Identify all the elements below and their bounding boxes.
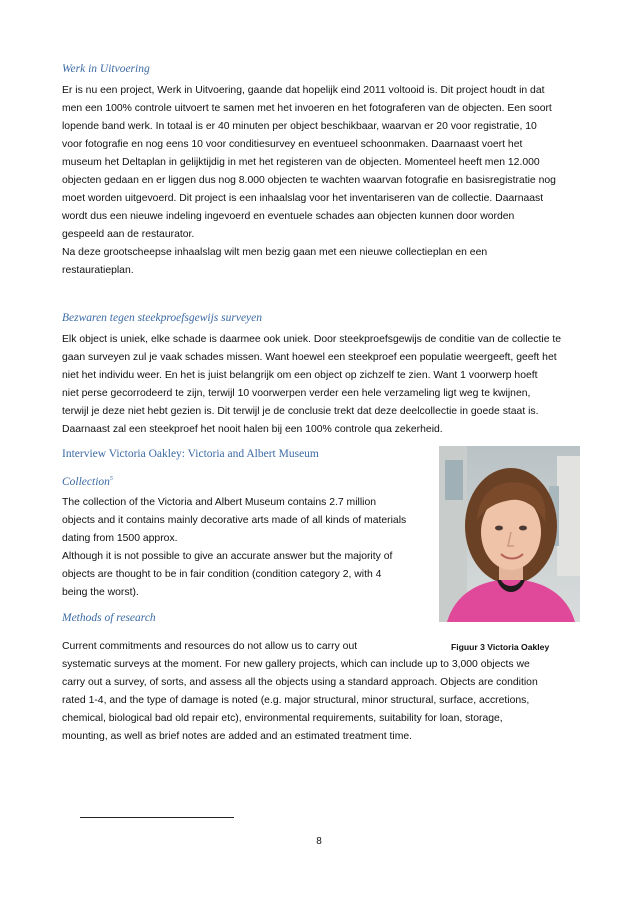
text-line: being the worst). bbox=[62, 587, 139, 598]
text-line: lopende band werk. In totaal is er 40 minuten per object beschikbaar, waarvan er 20 voor registratie, 10 bbox=[62, 121, 537, 132]
heading-werk-in-uitvoering: Werk in Uitvoering bbox=[62, 63, 150, 75]
figure-caption: Figuur 3 Victoria Oakley bbox=[451, 642, 550, 652]
heading-collection-text: Collection bbox=[62, 476, 110, 488]
portrait-illustration bbox=[439, 446, 580, 622]
text-line: carry out a survey, of sorts, and assess all the objects using a standard approach. Objects are condition bbox=[62, 677, 538, 688]
paragraph-methods bbox=[62, 638, 538, 746]
text-line: museum het Deltaplan in gelijktijdig in met het registeren van de objecten. Momenteel heeft men 12.000 bbox=[62, 157, 540, 168]
text-line: voor fotografie en nog eens 10 voor conditiesurvey en eventueel schoonmaken. Daarnaast voert het bbox=[62, 139, 523, 150]
text-line: chemical, biological bad old repair etc), environmental requirements, suitability for loan, storage, bbox=[62, 713, 503, 724]
text-line: restauratieplan. bbox=[62, 265, 134, 276]
text-line: terwijl je deze niet hebt gezien is. Dit terwijl je de conclusie trekt dat deze deelcollectie in goede staat is. bbox=[62, 406, 539, 417]
text-line: mounting, as well as brief notes are added and an estimated treatment time. bbox=[62, 731, 413, 742]
text-line: Er is nu een project, Werk in Uitvoering, gaande dat hopelijk eind 2011 voltooid is. Dit project houdt in dat bbox=[62, 85, 545, 96]
text-line: wordt dus een nieuwe indeling ingevoerd en eventuele schades aan objecten kunnen door worden bbox=[62, 211, 515, 222]
heading-collection bbox=[62, 476, 113, 488]
paragraph-bezwaren bbox=[62, 331, 561, 439]
paragraph-collection bbox=[62, 494, 406, 602]
text-line: rated 1-4, and the type of damage is noted (e.g. major structural, minor structural, surface, accretions, bbox=[62, 695, 530, 706]
heading-methods: Methods of research bbox=[62, 612, 156, 624]
text-line: Current commitments and resources do not allow us to carry out bbox=[62, 641, 358, 652]
footnote-divider bbox=[80, 817, 234, 818]
text-line: The collection of the Victoria and Albert Museum contains 2.7 million bbox=[62, 497, 377, 508]
text-line: Na deze grootscheepse inhaalslag wilt men bezig gaan met een nieuwe collectieplan en een bbox=[62, 247, 488, 258]
text-line: objects and it contains mainly decorative arts made of all kinds of materials bbox=[62, 515, 407, 526]
text-line: Elk object is uniek, elke schade is daarmee ook uniek. Door steekproefsgewijs de conditie van de collectie te bbox=[62, 334, 562, 345]
portrait-photo bbox=[439, 446, 580, 622]
text-line: gespeeld aan de restaurator. bbox=[62, 229, 195, 240]
heading-interview: Interview Victoria Oakley: Victoria and Albert Museum bbox=[62, 448, 319, 460]
text-line: Although it is not possible to give an accurate answer but the majority of bbox=[62, 551, 393, 562]
text-line: gaan surveyen zul je vaak schades missen. Want hoewel een steekproef een populatie weergeeft, geeft het bbox=[62, 352, 557, 363]
text-line: men een 100% controle uitvoert te samen met het invoeren en het fotograferen van de objecten. Een soort bbox=[62, 103, 552, 114]
text-line: moet worden uitgevoerd. Dit project is een inhaalslag voor het inventariseren van de collectie. Daarnaast bbox=[62, 193, 544, 204]
text-line: niet perse gecorrodeerd te zijn, terwijl 10 voorwerpen verder een hele verzameling ligt weg te kwijnen, bbox=[62, 388, 531, 399]
heading-bezwaren: Bezwaren tegen steekproefsgewijs surveyen bbox=[62, 312, 263, 324]
text-line: dating from 1500 approx. bbox=[62, 533, 178, 544]
footnote-marker: 5 bbox=[109, 476, 113, 483]
paragraph-werk-in-uitvoering bbox=[62, 82, 556, 280]
text-line: objecten gedaan en er liggen dus nog 8.000 objecten te wachten waarvan fotografie en basisregistratie nog bbox=[62, 175, 556, 186]
text-line: niet het individu weer. En het is juist belangrijk om een object op zichzelf te zien. Want 1 voorwerp hoeft bbox=[62, 370, 538, 381]
text-line: Daarnaast zal een steekproef het nooit halen bij een 100% controle qua zekerheid. bbox=[62, 424, 443, 435]
page-number: 8 bbox=[316, 836, 322, 847]
text-line: objects are thought to be in fair condition (condition category 2, with 4 bbox=[62, 569, 382, 580]
text-line: systematic surveys at the moment. For new gallery projects, which can include up to 3,000 objects we bbox=[62, 659, 530, 670]
